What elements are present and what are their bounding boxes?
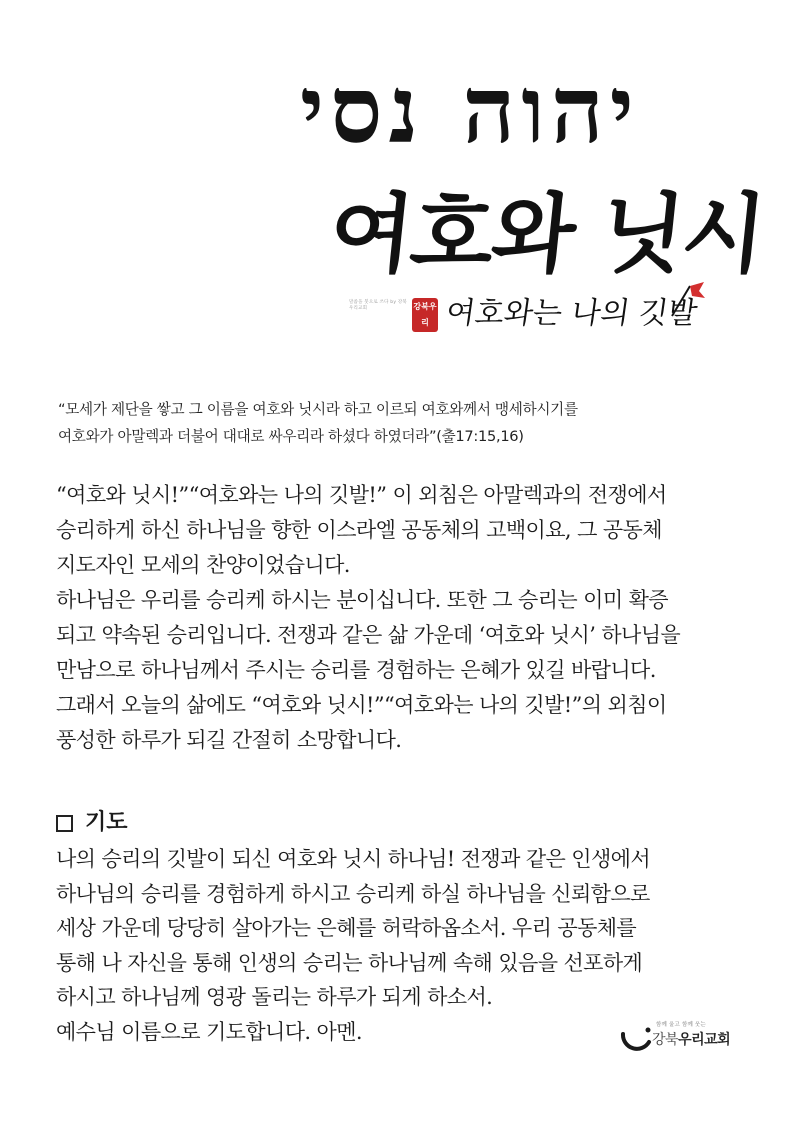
calligraphy-subtitle: 여호와는 나의 깃발 (443, 296, 700, 331)
body-line: 그래서 오늘의 삶에도 “여호와 닛시!”“여호와는 나의 깃발!”의 외침이 (56, 693, 667, 717)
body-line: 풍성한 하루가 되길 간절히 소망합니다. (56, 728, 402, 752)
prayer-heading (56, 806, 128, 840)
prayer-heading-label: 기도 (85, 810, 128, 835)
church-tagline: 함께 울고 함께 웃는 (656, 1022, 706, 1028)
red-seal-stamp: 강북우리 (412, 298, 438, 332)
prayer-line: 통해 나 자신을 통해 인생의 승리는 하나님께 속해 있음을 선포하게 (56, 950, 643, 975)
scripture-line: 여호와가 아말렉과 더불어 대대로 싸우리라 하셨다 하였더라”(출17:15,16) (58, 428, 524, 445)
church-logo-icon (618, 1020, 654, 1056)
body-line: 하나님은 우리를 승리케 하시는 분이십니다. 또한 그 승리는 이미 확증 (56, 588, 668, 612)
scripture-line: “모세가 제단을 쌓고 그 이름을 여호와 닛시라 하고 이르되 여호와께서 맹세하시기를 (58, 401, 578, 418)
body-line: 승리하게 하신 하나님을 향한 이스라엘 공동체의 고백이요, 그 공동체 (56, 518, 662, 542)
checkbox-icon (56, 815, 73, 832)
prayer-line: 세상 가운데 당당히 살아가는 은혜를 허락하옵소서. 우리 공동체를 (56, 916, 637, 940)
prayer-line: 나의 승리의 깃발이 되신 여호와 닛시 하나님! 전쟁과 같은 인생에서 (56, 847, 651, 871)
scripture-quote (58, 396, 758, 450)
red-flag-icon (668, 278, 708, 318)
church-name-prefix: 강북 (652, 1032, 679, 1048)
hebrew-title: יהוה נסי (300, 56, 640, 164)
body-line: 되고 약속된 승리입니다. 전쟁과 같은 삶 가운데 ‘여호와 닛시’ 하나님을 (56, 623, 681, 647)
body-line: 만남으로 하나님께서 주시는 승리를 경험하는 은혜가 있길 바랍니다. (56, 658, 656, 682)
korean-calligraphy-title: 여호와 닛시 (324, 184, 769, 285)
church-name-main: 우리교회 (678, 1032, 731, 1048)
church-name (652, 1029, 730, 1049)
prayer-line: 예수님 이름으로 기도합니다. 아멘. (56, 1019, 362, 1044)
prayer-line: 하나님의 승리를 경험하게 하시고 승리케 하실 하나님을 신뢰함으로 (56, 881, 650, 906)
body-line: 지도자인 모세의 찬양이었습니다. (56, 553, 350, 577)
church-logo (608, 1006, 758, 1066)
prayer-line: 하시고 하나님께 영광 돌리는 하루가 되게 하소서. (56, 985, 493, 1009)
artist-credit: 말씀을 붓으로 쓰다 by 강북우리교회 (349, 300, 407, 311)
body-line: “여호와 닛시!”“여호와는 나의 깃발!” 이 외침은 아말렉과의 전쟁에서 (56, 483, 667, 507)
meditation-body (56, 478, 768, 758)
